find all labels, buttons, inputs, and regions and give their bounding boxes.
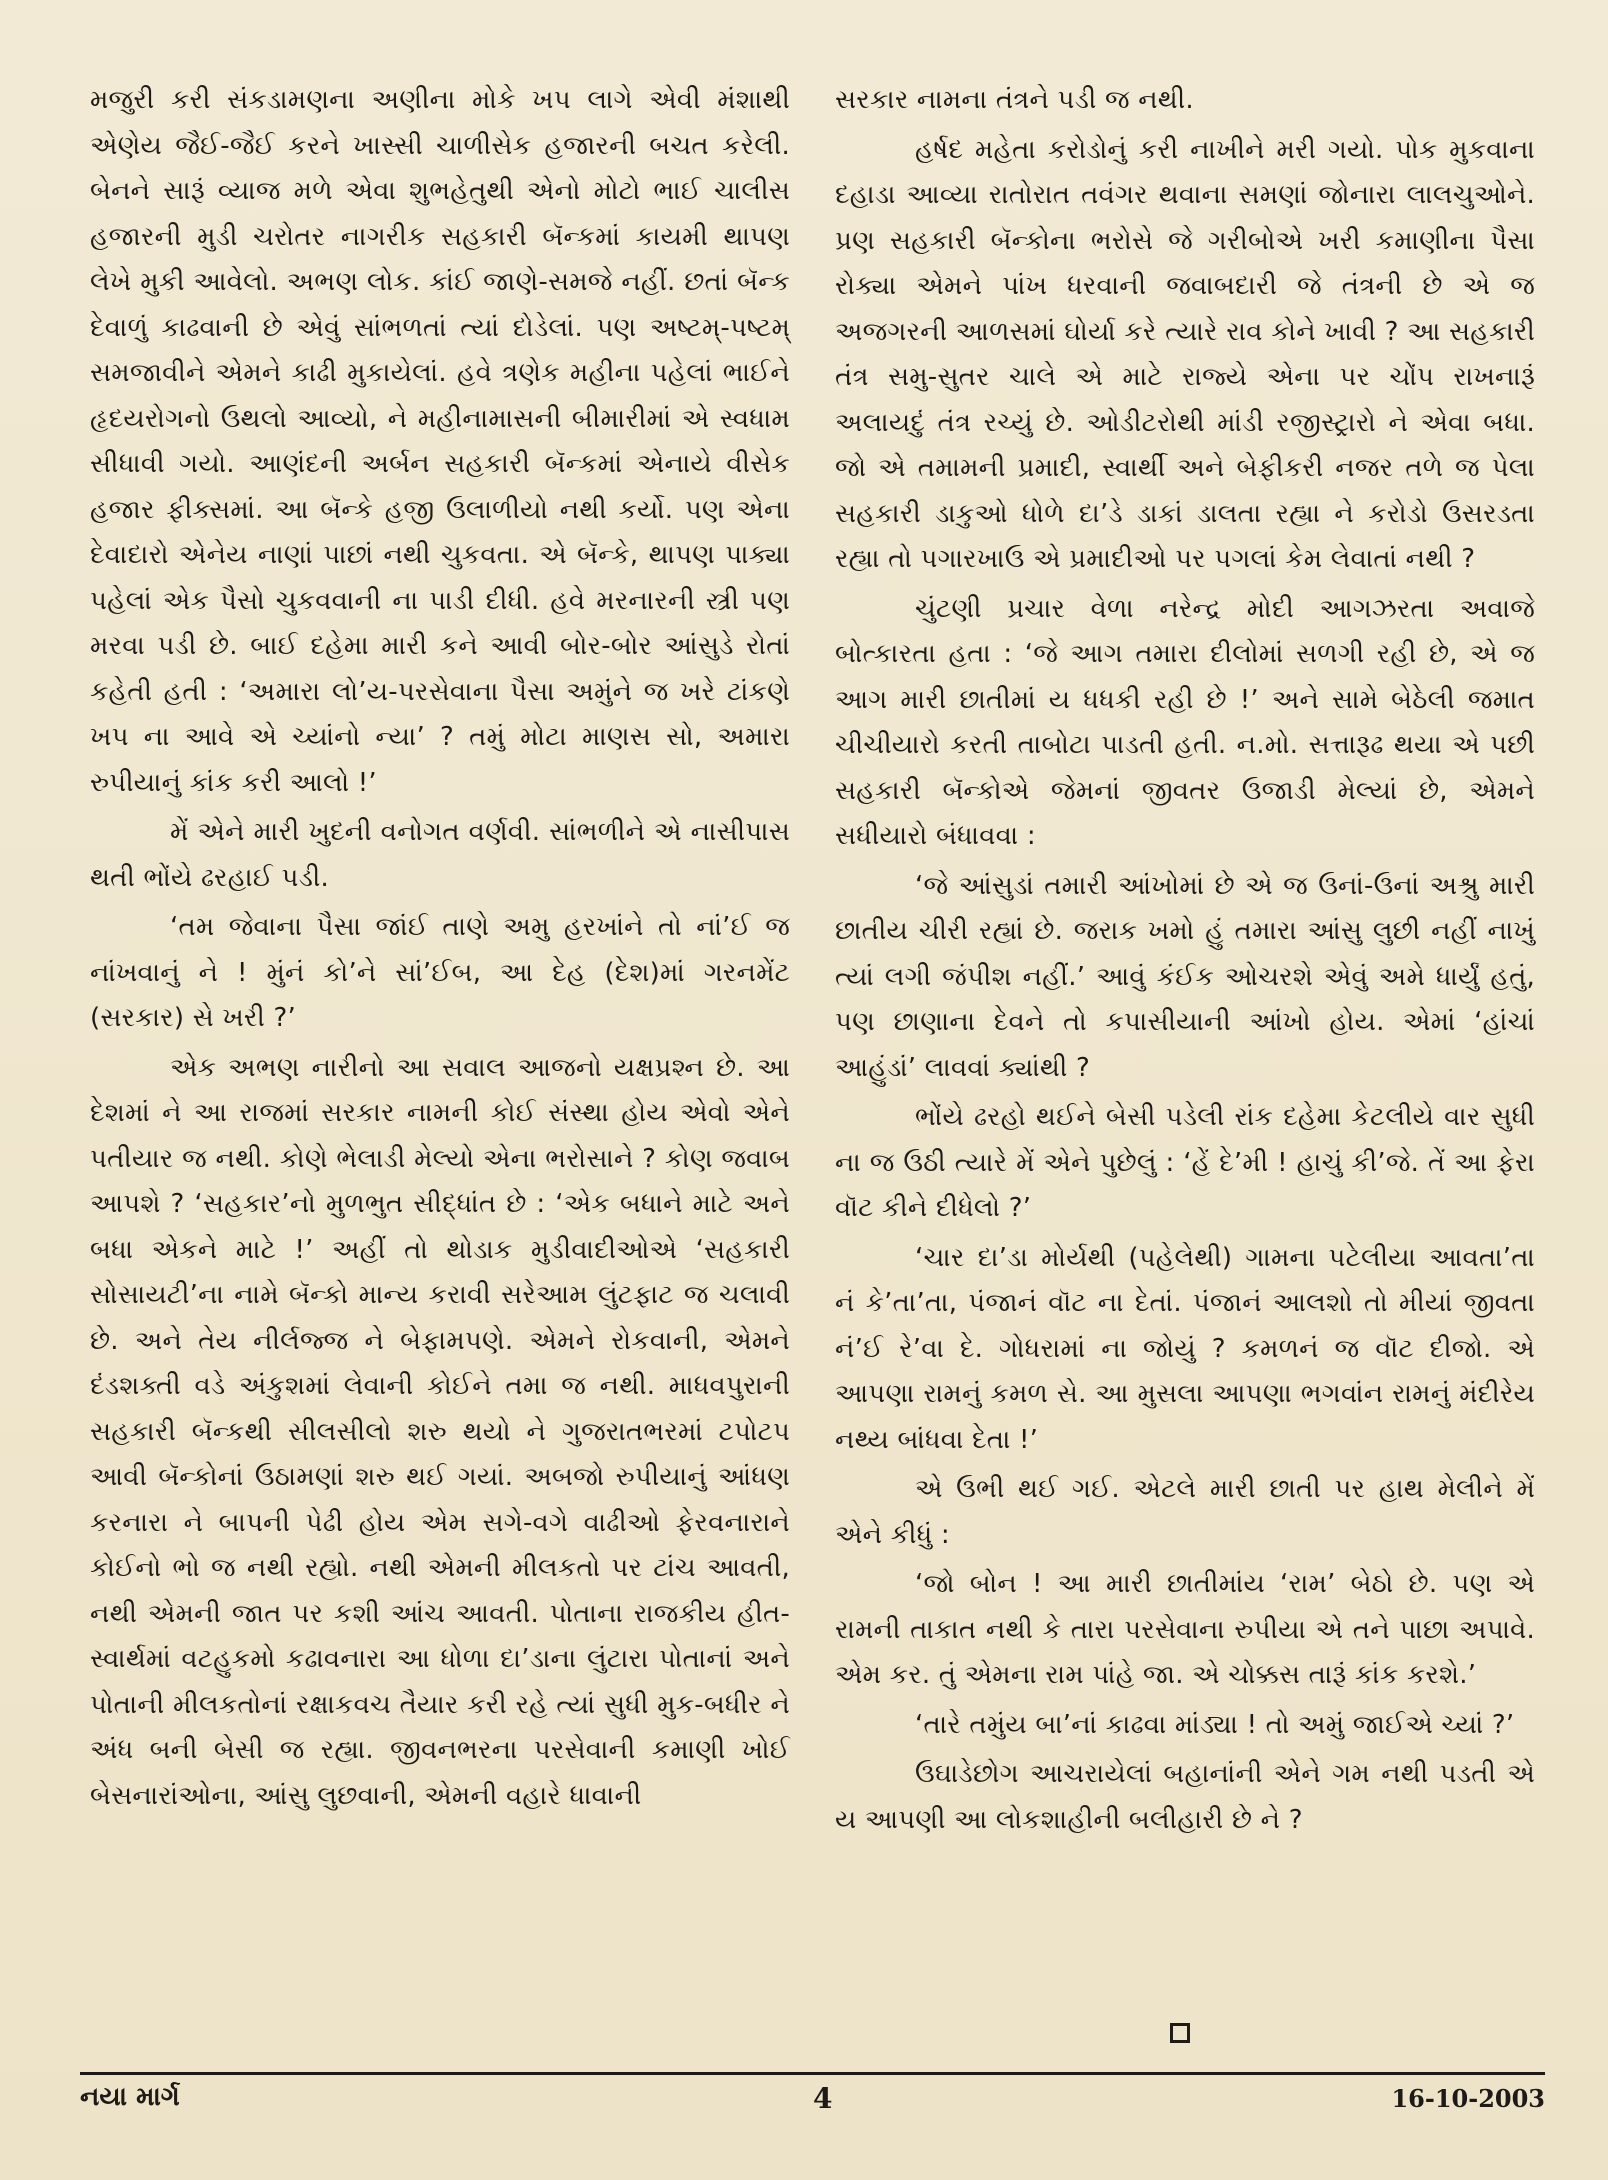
article-paragraph: એક અભણ નારીનો આ સવાલ આજનો યક્ષપ્રશ્ન છે. આ દેશમાં ને આ રાજમાં સરકાર નામની કોઈ સંસ્થા હોય એવો એને પતીયાર જ નથી. કોણે ભેલાડી મેલ્યો એના ભરોસાને ? કોણ જવાબ આપશે ? ‘સહકાર’નો મુળભુત સીદ્ધાંત છે : ‘એક બધાને માટે અને બધા એકને માટે !’ અહીં તો થોડાક મુડીવાદીઓએ ‘સહકારી સોસાયટી’ના નામે બૅન્કો માન્ય કરાવી સરેઆમ લુંટફાટ જ ચલાવી છે. અને તેય નીર્લજ્જ ને બેફામપણે. એમને રોકવાની, એમને દંડશક્તી વડે અંકુશમાં લેવાની કોઈને તમા જ નથી. માધવપુરાની સહકારી બૅન્કથી સીલસીલો શરુ થયો ને ગુજરાતભરમાં ટપોટપ આવી બૅન્કોનાં ઉઠામણાં શરુ થઈ ગયાં. અબજો રુપીયાનું આંધણ કરનારા ને બાપની પેઢી હોય એમ સગે-વગે વાઢીઓ ફેરવનારાને કોઈનો ભો જ નથી રહ્યો. નથી એમની મીલકતો પર ટાંચ આવતી, નથી એમની જાત પર કશી આંચ આવતી. પોતાના રાજકીય હીત-સ્વાર્થમાં વટહુકમો કઢાવનારા આ ધોળા દા’ડાના લુંટારા પોતાનાં અને પોતાની મીલકતોનાં રક્ષાકવચ તૈયાર કરી રહે ત્યાં સુધી મુક-બધીર ને અંધ બની બેસી જ રહ્યા. જીવનભરના પરસેવાની કમાણી ખોઈ બેસનારાંઓના, આંસુ લુછવાની, એમની વહારે ધાવાની <box>90 1052 790 1811</box>
article-column-left <box>90 78 790 1823</box>
article-paragraph: ‘તારે તમુંય બા’નાં કાઢવા માંડ્યા ! તો અમું જાઈએ ચ્યાં ?’ <box>915 1709 1515 1740</box>
issue-date: 16-10-2003 <box>1391 2084 1545 2113</box>
article-paragraph: ‘ચાર દા’ડા મોર્યથી (પહેલેથી) ગામના પટેલીયા આવતા’તા નં કે’તા’તા, પંજાનં વૉટ ના દેતાં. પંજાનં આલશો તો મીયાં જીવતા નં’ઈ રે’વા દે. ગોધરામાં ના જોયું ? કમળનં જ વૉટ દીજો. એ આપણા રામનું કમળ સે. આ મુસલા આપણા ભગવાંન રામનું મંદીરેય નથ્ય બાંધવા દેતા !’ <box>835 1242 1535 1455</box>
article-paragraph: ચુંટણી પ્રચાર વેળા નરેન્દ્ર મોદી આગઝરતા અવાજે બોત્કારતા હતા : ‘જે આગ તમારા દીલોમાં સળગી રહી છે, એ જ આગ મારી છાતીમાં ય ધધકી રહી છે !’ અને સામે બેઠેલી જમાત ચીચીયારો કરતી તાબોટા પાડતી હતી. ન.મો. સત્તારૂઢ થયા એ પછી સહકારી બૅન્કોએ જેમનાં જીવતર ઉજાડી મેલ્યાં છે, એમને સધીયારો બંધાવવા : <box>835 593 1535 851</box>
end-of-article-square-icon <box>1170 2023 1190 2043</box>
article-column-right <box>835 78 1535 1847</box>
article-paragraph: એ ઉભી થઈ ગઈ. એટલે મારી છાતી પર હાથ મેલીને મેં એને કીધું : <box>835 1474 1535 1550</box>
article-paragraph: સરકાર નામના તંત્રને પડી જ નથી. <box>835 85 1194 115</box>
article-paragraph: હર્ષદ મહેતા કરોડોનું કરી નાખીને મરી ગયો. પોક મુકવાના દહાડા આવ્યા રાતોરાત તવંગર થવાના સમણાં જોનારા લાલચુઓને. પ્રણ સહકારી બૅન્કોના ભરોસે જે ગરીબોએ ખરી કમાણીના પૈસા રોક્યા એમને પાંખ ધરવાની જવાબદારી જે તંત્રની છે એ જ અજગરની આળસમાં ઘોર્યા કરે ત્યારે રાવ કોને ખાવી ? આ સહકારી તંત્ર સમુ-સુતર ચાલે એ માટે રાજ્યે એના પર ચોંપ રાખનારૂં અલાયદું તંત્ર રચ્યું છે. ઓડીટરોથી માંડી રજીસ્ટ્રારો ને એવા બધા. જો એ તમામની પ્રમાદી, સ્વાર્થી અને બેફીકરી નજર તળે જ પેલા સહકારી ડાકુઓ ધોળે દા’ડે ડાકાં ડાલતા રહ્યા ને કરોડો ઉસરડતા રહ્યા તો પગારખાઉ એ પ્રમાદીઓ પર પગલાં કેમ લેવાતાં નથી ? <box>835 134 1535 574</box>
article-paragraph: ભોંયે ઢરહો થઈને બેસી પડેલી રાંક દહેમા કેટલીયે વાર સુધી ના જ ઉઠી ત્યારે મેં એને પુછેલું : ‘હેં દે’મી ! હાચું કી’જે. તેં આ ફેરા વૉટ કીને દીધેલો ?’ <box>835 1102 1535 1223</box>
footer-divider <box>80 2072 1545 2075</box>
journal-name: નયા માર્ગ <box>80 2082 180 2112</box>
article-paragraph: ‘તમ જેવાના પૈસા જાંઈ તાણે અમુ હરખાંને તો નાં’ઈ જ નાંખવાનું ને ! મુંનં કો’ને સાં’ઈબ, આ દેહ (દેશ)માં ગરનમેંટ (સરકાર) સે ખરી ?’ <box>90 912 790 1033</box>
article-paragraph: ‘જો બોન ! આ મારી છાતીમાંય ‘રામ’ બેઠો છે. પણ એ રામની તાકાત નથી કે તારા પરસેવાના રુપીયા એ તને પાછા અપાવે. એમ કર. તું એમના રામ પાંહે જા. એ ચોક્કસ તારૂં કાંક કરશે.’ <box>835 1569 1535 1690</box>
article-paragraph: મજુરી કરી સંકડામણના અણીના મોકે ખપ લાગે એવી મંશાથી એણેય જૈઈ-જૈઈ કરને ખાસ્સી ચાળીસેક હજારની બચત કરેલી. બેનને સારૂં વ્યાજ મળે એવા શુભહેતુથી એનો મોટો ભાઈ ચાલીસ હજારની મુડી ચરોતર નાગરીક સહકારી બૅન્કમાં કાયમી થાપણ લેખે મુકી આવેલો. અભણ લોક. કાંઈ જાણે-સમજે નહીં. છતાં બૅન્ક દેવાળું કાઢવાની છે એવું સાંભળતાં ત્યાં દોડેલાં. પણ અષ્ટમ્-પષ્ટમ્ સમજાવીને એમને કાઢી મુકાયેલાં. હવે ત્રણેક મહીના પહેલાં ભાઈને હૃદયરોગનો ઉથલો આવ્યો, ને મહીનામાસની બીમારીમાં એ સ્વધામ સીધાવી ગયો. આણંદની અર્બન સહકારી બૅન્કમાં એનાયે વીસેક હજાર ફીક્સમાં. આ બૅન્કે હજી ઉલાળીયો નથી કર્યો. પણ એના દેવાદારો એનેય નાણાં પાછાં નથી ચુકવતા. એ બૅન્કે, થાપણ પાક્યા પહેલાં એક પૈસો ચુકવવાની ના પાડી દીધી. હવે મરનારની સ્ત્રી પણ મરવા પડી છે. બાઈ દહેમા મારી કને આવી બોર-બોર આંસુડે રોતાં કહેતી હતી : ‘અમારા લો’ય-પરસેવાના પૈસા અમુંને જ ખરે ટાંકણે ખપ ના આવે એ ચ્યાંનો ન્યા’ ? તમું મોટા માણસ સો, અમારા રુપીયાનું કાંક કરી આલો !’ <box>90 85 790 798</box>
article-paragraph: ‘જે આંસુડાં તમારી આંખોમાં છે એ જ ઉનાં-ઉનાં અશ્રુ મારી છાતીય ચીરી રહ્યાં છે. જરાક ખમો હું તમારા આંસુ લુછી નહીં નાખું ત્યાં લગી જંપીશ નહીં.’ આવું કંઈક ઓચરશે એવું અમે ધાર્યું હતું, પણ છાણાના દેવને તો કપાસીયાની આંખો હોય. એમાં ‘હાંચાં આહુંડાં’ લાવવાં ક્યાંથી ? <box>835 870 1535 1083</box>
page-number: 4 <box>813 2082 833 2115</box>
article-paragraph: ઉઘાડેછોગ આચરાયેલાં બહાનાંની એને ગમ નથી પડતી એ ય આપણી આ લોકશાહીની બલીહારી છે ને ? <box>835 1759 1535 1835</box>
page-footer <box>80 2082 1545 2122</box>
article-paragraph: મેં એને મારી ખુદની વનોગત વર્ણવી. સાંભળીને એ નાસીપાસ થતી ભોંયે ઢરહાઈ પડી. <box>90 817 790 893</box>
